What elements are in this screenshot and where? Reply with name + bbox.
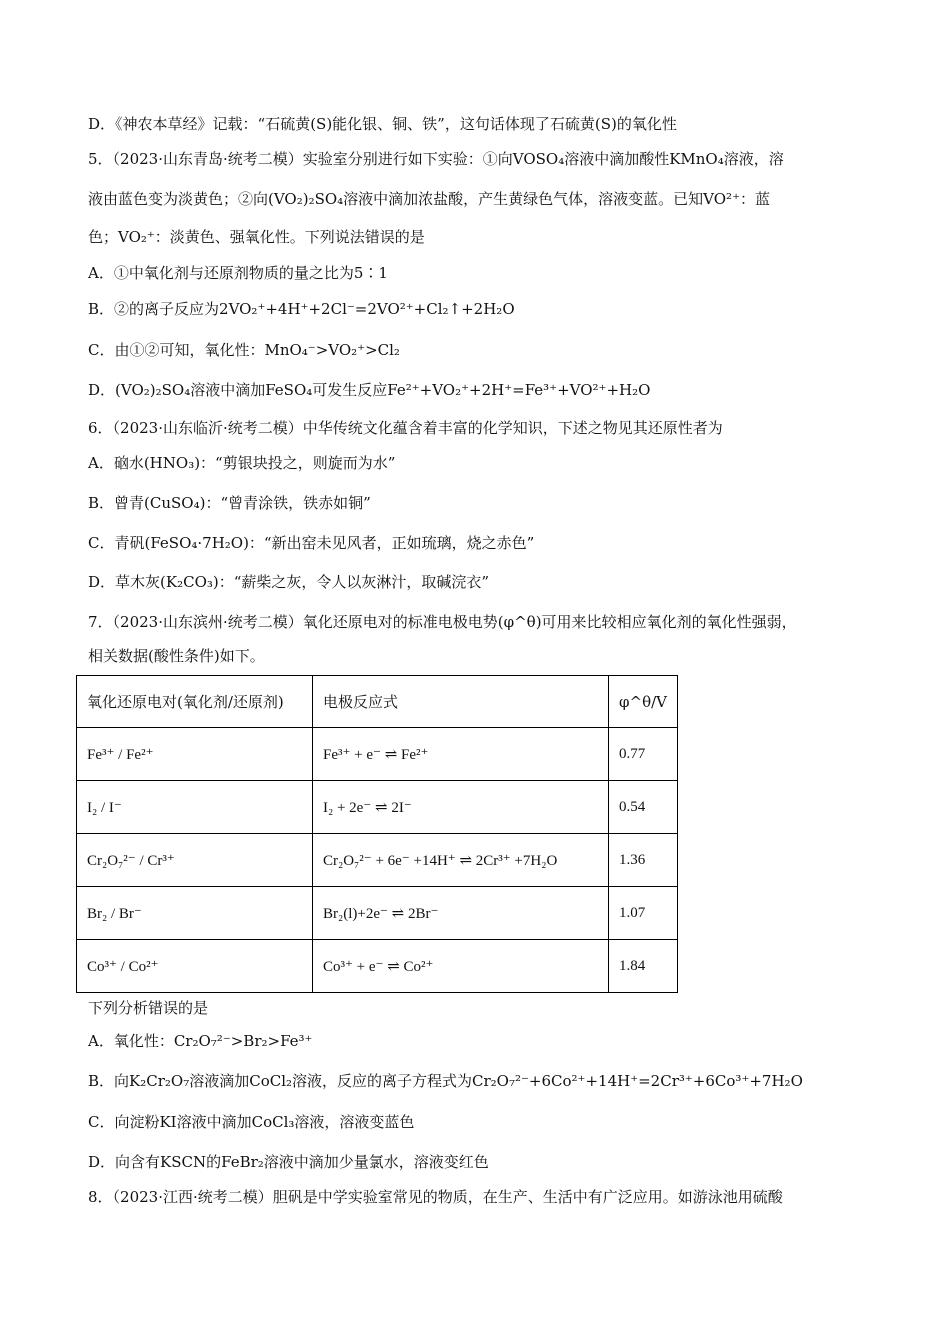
table-row: [77, 834, 678, 887]
potential-cell: 0.54: [609, 781, 678, 834]
table-header-row: [77, 676, 678, 728]
question-7-line-2: 相关数据(酸性条件)如下。: [88, 647, 265, 665]
redox-pair-cell: Br₂ / Br⁻: [77, 887, 313, 940]
question-5-line-2: 液由蓝色变为淡黄色；②向(VO₂)₂SO₄溶液中滴加浓盐酸，产生黄绿色气体，溶液变蓝。已知VO²⁺：蓝: [88, 190, 770, 208]
reaction-cell: Cr₂O₇²⁻ + 6e⁻ +14H⁺ ⇌ 2Cr³⁺ +7H₂O: [313, 834, 609, 887]
question-5-option-a: A．①中氧化剂与还原剂物质的量之比为5∶1: [88, 264, 388, 282]
question-6-option-c: C．青矾(FeSO₄·7H₂O)：“新出窑未见风者，正如琉璃，烧之赤色”: [88, 534, 535, 552]
question-7-prompt: 下列分析错误的是: [88, 999, 209, 1017]
question-7-option-a: A．氧化性：Cr₂O₇²⁻>Br₂>Fe³⁺: [88, 1032, 313, 1050]
header-potential: φ^θ/V: [609, 676, 678, 728]
potential-cell: 1.84: [609, 940, 678, 993]
question-7-option-d: D．向含有KSCN的FeBr₂溶液中滴加少量氯水，溶液变红色: [88, 1153, 489, 1171]
reaction-cell: I₂ + 2e⁻ ⇌ 2I⁻: [313, 781, 609, 834]
redox-pair-cell: Fe³⁺ / Fe²⁺: [77, 728, 313, 781]
question-7-line-1: 7．（2023·山东滨州·统考二模）氧化还原电对的标准电极电势(φ^θ)可用来比较相应氧化剂的氧化性强弱，: [88, 613, 797, 631]
question-7-option-c: C．向淀粉KI溶液中滴加CoCl₃溶液，溶液变蓝色: [88, 1113, 415, 1131]
reaction-cell: Co³⁺ + e⁻ ⇌ Co²⁺: [313, 940, 609, 993]
question-6-option-b: B．曾青(CuSO₄)：“曾青涂铁，铁赤如铜”: [88, 494, 371, 512]
question-5-option-b: B．②的离子反应为2VO₂⁺+4H⁺+2Cl⁻=2VO²⁺+Cl₂↑+2H₂O: [88, 300, 515, 318]
question-5-line-3: 色；VO₂⁺：淡黄色、强氧化性。下列说法错误的是: [88, 228, 425, 246]
reaction-cell: Fe³⁺ + e⁻ ⇌ Fe²⁺: [313, 728, 609, 781]
redox-pair-cell: I₂ / I⁻: [77, 781, 313, 834]
potential-cell: 1.07: [609, 887, 678, 940]
table-row: [77, 728, 678, 781]
question-5-option-d: D．(VO₂)₂SO₄溶液中滴加FeSO₄可发生反应Fe²⁺+VO₂⁺+2H⁺=Fe³⁺+VO²⁺+H₂O: [88, 381, 651, 399]
redox-pair-cell: Co³⁺ / Co²⁺: [77, 940, 313, 993]
electrode-potential-table: [76, 675, 678, 993]
table-row: [77, 940, 678, 993]
table-row: [77, 887, 678, 940]
question-5-option-c: C．由①②可知，氧化性：MnO₄⁻>VO₂⁺>Cl₂: [88, 341, 400, 359]
potential-cell: 1.36: [609, 834, 678, 887]
header-redox-pair: 氧化还原电对(氧化剂/还原剂): [77, 676, 313, 728]
table-row: [77, 781, 678, 834]
question-6-option-a: A．硇水(HNO₃)：“剪银块投之，则旋而为水”: [88, 454, 396, 472]
question-6-stem: 6．（2023·山东临沂·统考二模）中华传统文化蕴含着丰富的化学知识，下述之物见其还原性者为: [88, 419, 723, 437]
question-7-option-b: B．向K₂Cr₂O₇溶液滴加CoCl₂溶液，反应的离子方程式为Cr₂O₇²⁻+6Co²⁺+14H⁺=2Cr³⁺+6Co³⁺+7H₂O: [88, 1072, 803, 1090]
reaction-cell: Br₂(l)+2e⁻ ⇌ 2Br⁻: [313, 887, 609, 940]
question-8-line-1: 8．（2023·江西·统考二模）胆矾是中学实验室常见的物质，在生产、生活中有广泛应用。如游泳池用硫酸: [88, 1188, 783, 1206]
question-6-option-d: D．草木灰(K₂CO₃)：“薪柴之灰，令人以灰淋汁，取碱浣衣”: [88, 573, 490, 591]
redox-pair-cell: Cr₂O₇²⁻ / Cr³⁺: [77, 834, 313, 887]
potential-cell: 0.77: [609, 728, 678, 781]
header-reaction: 电极反应式: [313, 676, 609, 728]
option-d-q4: D．《神农本草经》记载：“石硫黄(S)能化银、铜、铁”，这句话体现了石硫黄(S)的氧化性: [88, 115, 677, 133]
question-5-line-1: 5．（2023·山东青岛·统考二模）实验室分别进行如下实验：①向VOSO₄溶液中滴加酸性KMnO₄溶液，溶: [88, 150, 784, 168]
